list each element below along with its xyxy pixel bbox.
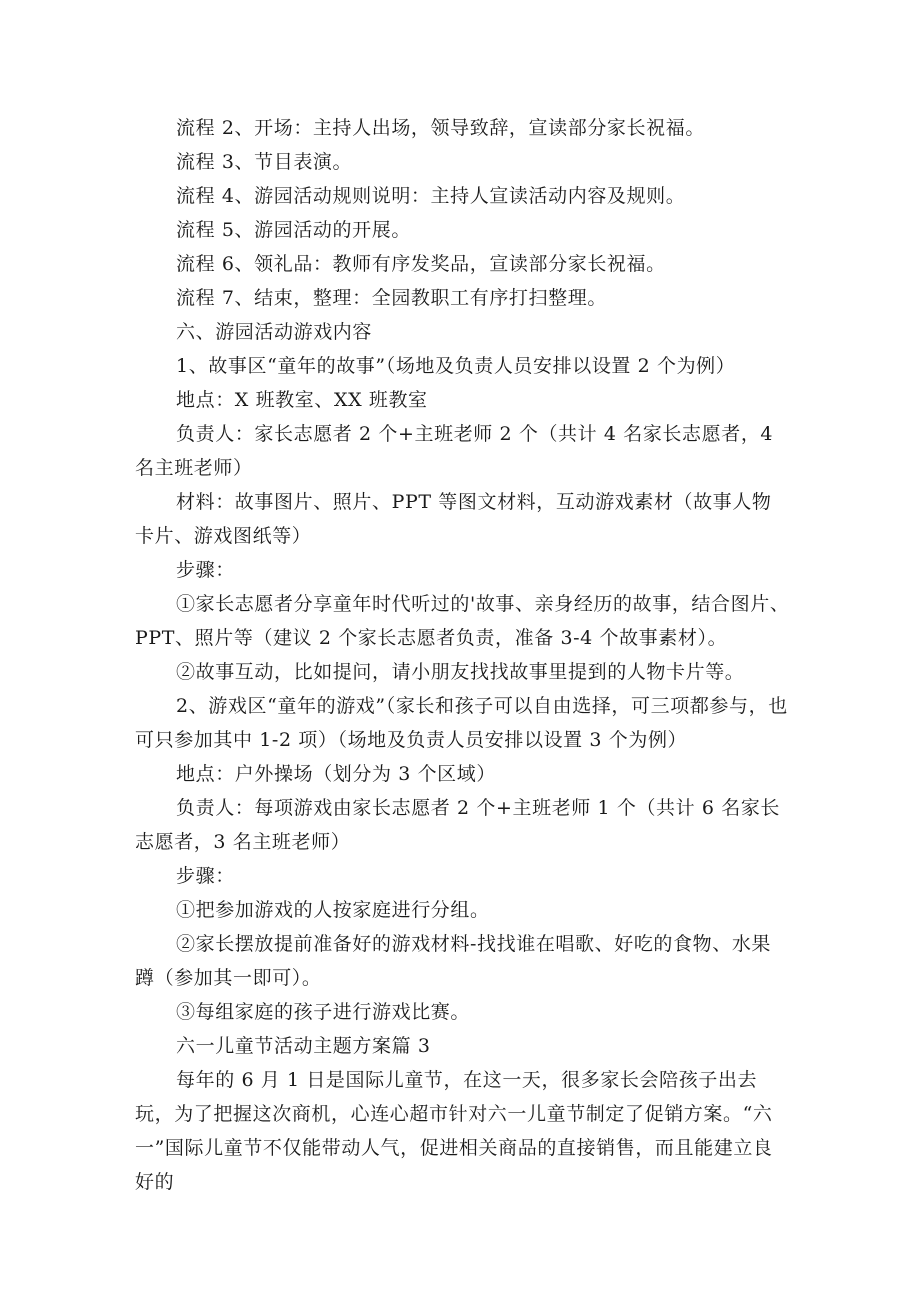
paragraph: ②家长摆放提前准备好的游戏材料-找找谁在唱歌、好吃的食物、水果蹲（参加其一即可）。	[135, 933, 772, 989]
paragraph: 流程 2、开场：主持人出场，领导致辞，宣读部分家长祝福。	[176, 117, 705, 139]
section-heading: 六、游园活动游戏内容	[176, 321, 373, 343]
paragraph: 流程 6、领礼品：教师有序发奖品，宣读部分家长祝福。	[176, 253, 666, 275]
paragraph: ①家长志愿者分享童年时代听过的'故事、亲身经历的故事，结合图片、PPT、照片等（建议 2 个家长志愿者负责，准备 3-4 个故事素材）。	[135, 593, 790, 649]
paragraph: 地点：户外操场（划分为 3 个区域）	[176, 763, 496, 785]
paragraph: 步骤：	[176, 865, 235, 887]
paragraph: 流程 4、游园活动规则说明：主持人宣读活动内容及规则。	[176, 185, 686, 207]
paragraph: 地点：X 班教室、XX 班教室	[176, 389, 428, 411]
section-title: 六一儿童节活动主题方案篇 3	[176, 1035, 431, 1057]
paragraph: 材料：故事图片、照片、PPT 等图文材料，互动游戏素材（故事人物卡片、游戏图纸等）	[135, 491, 772, 547]
paragraph: ③每组家庭的孩子进行游戏比赛。	[176, 1001, 471, 1023]
paragraph: 步骤：	[176, 559, 235, 581]
document-body	[135, 111, 790, 1199]
paragraph: ②故事互动，比如提问，请小朋友找找故事里提到的人物卡片等。	[176, 661, 745, 683]
paragraph: 每年的 6 月 1 日是国际儿童节，在这一天，很多家长会陪孩子出去玩，为了把握这次商机，心连心超市针对六一儿童节制定了促销方案。“六一”国际儿童节不仅能带动人气，促进相关商品的直接销售，而且能建立良好的	[135, 1069, 773, 1193]
paragraph: 流程 3、节目表演。	[176, 151, 353, 173]
subsection-heading: 2、游戏区“童年的游戏”（家长和孩子可以自由选择，可三项都参与，也可只参加其中 1-2 项）（场地及负责人员安排以设置 3 个为例）	[135, 695, 788, 751]
paragraph: 负责人：每项游戏由家长志愿者 2 个+主班老师 1 个（共计 6 名家长志愿者，3 名主班老师）	[135, 797, 781, 853]
paragraph: 流程 7、结束，整理：全园教职工有序打扫整理。	[176, 287, 607, 309]
paragraph: 流程 5、游园活动的开展。	[176, 219, 411, 241]
paragraph: ①把参加游戏的人按家庭进行分组。	[176, 899, 490, 921]
paragraph: 负责人：家长志愿者 2 个+主班老师 2 个（共计 4 名家长志愿者，4 名主班老师）	[135, 423, 774, 479]
subsection-heading: 1、故事区“童年的故事”（场地及负责人员安排以设置 2 个为例）	[176, 355, 736, 377]
